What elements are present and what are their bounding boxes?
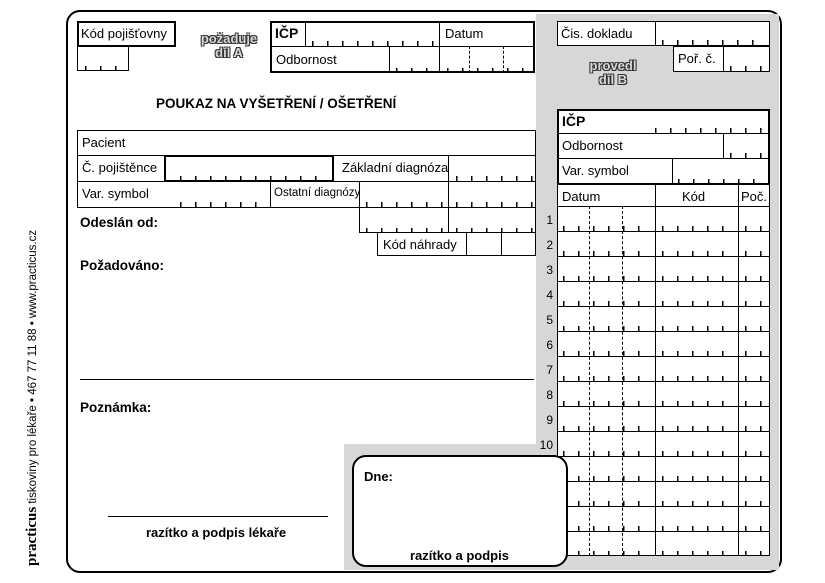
odbornost-label: Odbornost	[276, 52, 337, 67]
provedl-stamp: provedl díl B	[589, 58, 637, 87]
cis-dokladu-label: Čis. dokladu	[561, 26, 633, 41]
pozadovano-label: Požadováno:	[80, 258, 165, 273]
row-number: 6	[546, 338, 553, 352]
icp-b-input[interactable]	[655, 128, 767, 133]
col-poc-header: Poč.	[741, 189, 768, 204]
divider	[723, 46, 724, 72]
odbornost-b-input[interactable]	[730, 153, 768, 158]
dne-label: Dne:	[364, 469, 393, 484]
poznamka-label: Poznámka:	[80, 400, 152, 415]
pacient-label: Pacient	[82, 135, 126, 150]
kod-pojistovny-label: Kód pojišťovny	[81, 26, 167, 41]
divider	[389, 46, 390, 73]
tick-marks	[662, 40, 767, 45]
var-symbol-label: Var. symbol	[82, 186, 149, 201]
row-number: 5	[546, 313, 553, 327]
divider	[557, 158, 770, 159]
zakladni-diagnoza-label: Základní diagnóza	[342, 160, 449, 175]
row-number: 3	[546, 263, 553, 277]
pozaduje-stamp: požaduje díl A	[200, 31, 258, 60]
page-title: POUKAZ NA VYŠETŘENÍ / OŠETŘENÍ	[156, 96, 397, 111]
icp-label: IČP	[275, 25, 299, 41]
c-pojistence-label: Č. pojištěnce	[82, 160, 158, 175]
pozadovano-area[interactable]	[80, 262, 530, 377]
divider	[672, 158, 673, 185]
row-number: 4	[546, 288, 553, 302]
por-c-label: Poř. č.	[678, 51, 716, 66]
divider	[305, 21, 306, 47]
row-number: 7	[546, 363, 553, 377]
signature-line	[108, 516, 328, 517]
poznamka-area[interactable]	[80, 418, 340, 508]
var-symbol-input[interactable]	[180, 202, 265, 207]
icp-b-label: IČP	[562, 113, 586, 129]
row-number: 9	[546, 413, 553, 427]
row-number: 8	[546, 388, 553, 402]
col-kod-header: Kód	[682, 189, 706, 204]
divider	[448, 155, 449, 208]
datum-label: Datum	[445, 26, 484, 41]
tick-marks	[563, 551, 653, 556]
divider	[80, 379, 534, 380]
datum-input[interactable]	[447, 68, 533, 73]
razitko-lekare-label: razítko a podpis lékaře	[146, 525, 287, 540]
divider	[723, 133, 724, 158]
row-number: 1	[546, 213, 553, 227]
tick-marks	[662, 551, 736, 556]
icp-input[interactable]	[312, 41, 437, 46]
odeslan-od-label: Odeslán od:	[80, 215, 159, 230]
divider	[466, 232, 467, 256]
divider	[270, 46, 535, 47]
odbornost-input[interactable]	[396, 68, 436, 73]
col-datum-header: Datum	[562, 189, 601, 204]
tick-marks	[730, 66, 768, 71]
tick-marks	[745, 551, 767, 556]
var-symbol-b-label: Var. symbol	[562, 163, 629, 178]
odbornost-b-label: Odbornost	[562, 138, 623, 153]
divider	[501, 232, 502, 256]
zakladni-diagnoza-input[interactable]	[456, 176, 534, 181]
row-number: 10	[539, 438, 553, 452]
tick-marks	[85, 66, 125, 71]
row-number: 2	[546, 238, 553, 252]
divider	[557, 133, 770, 134]
ostatni-diagnozy-label: Ostatní diagnózy	[274, 187, 361, 199]
kod-nahrady-label: Kód náhrady	[383, 237, 457, 252]
publisher-imprint: practicus tiskoviny pro lékaře • 467 77 11 88 • www.practicus.cz	[24, 229, 40, 566]
divider	[448, 207, 449, 233]
divider	[655, 21, 656, 46]
razitko-b-label: razítko a podpis	[410, 548, 509, 563]
divider	[439, 21, 440, 73]
